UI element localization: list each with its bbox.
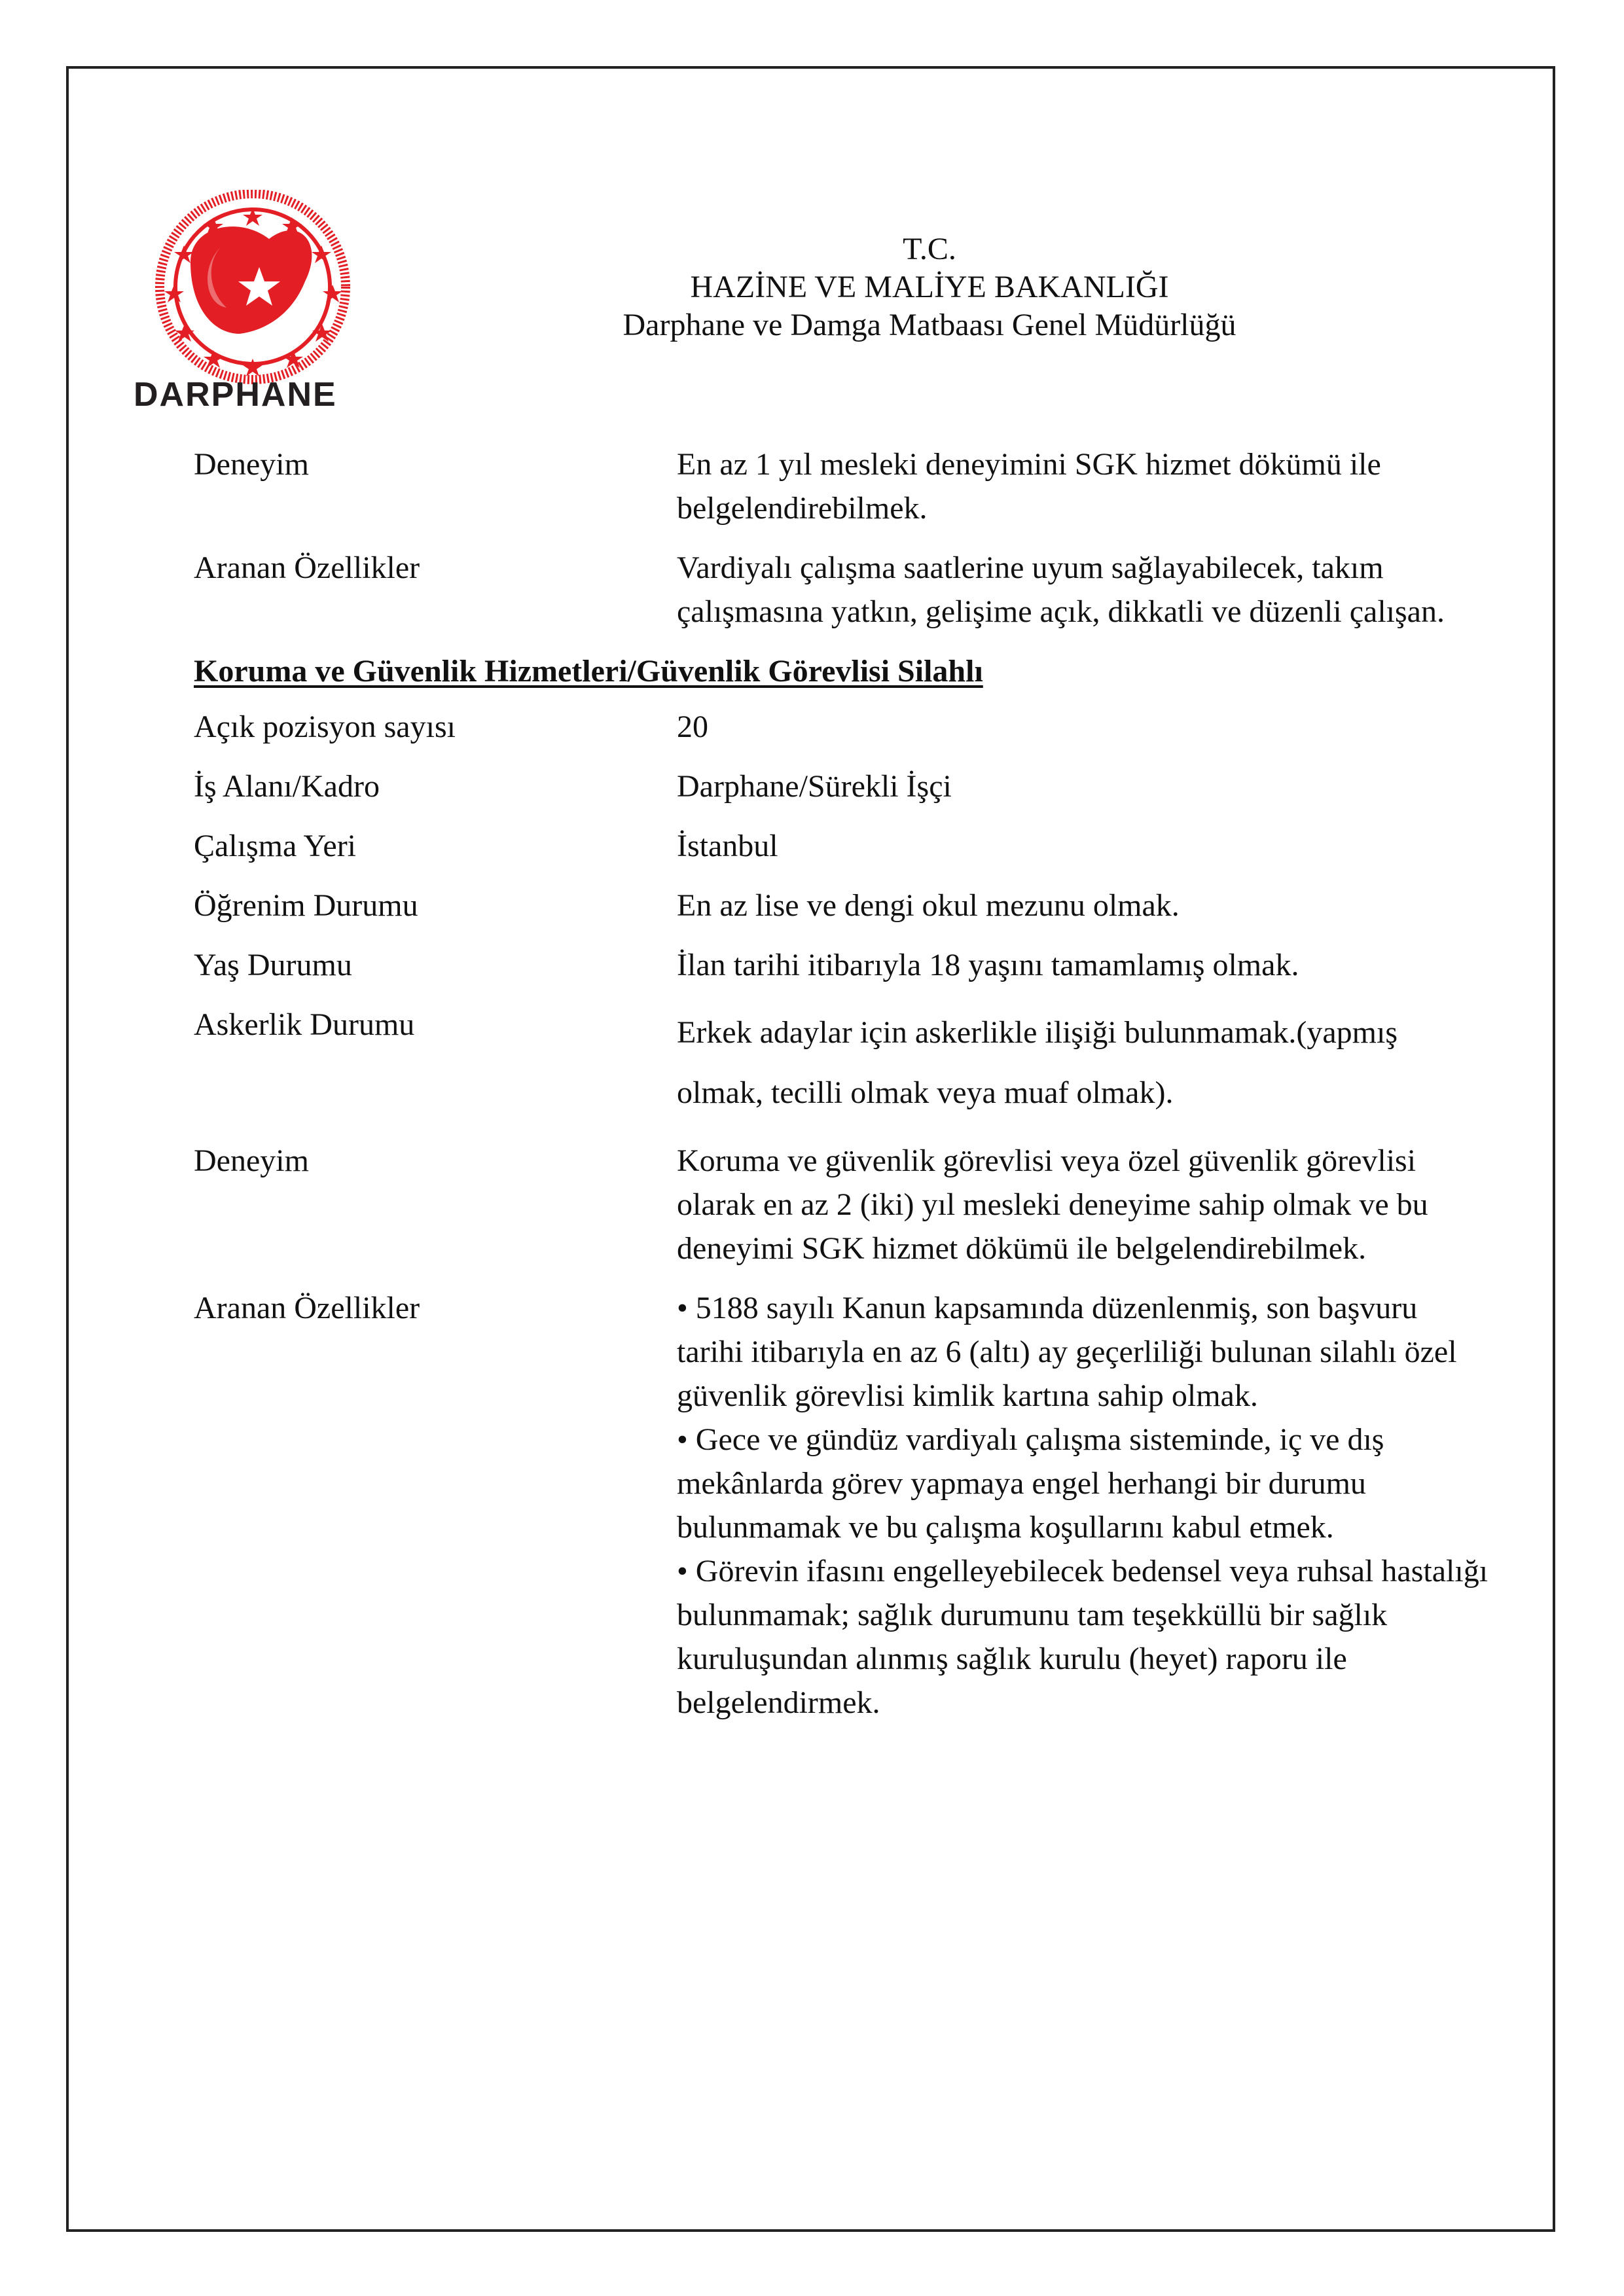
row-is-alani	[194, 764, 1490, 808]
row-ogrenim-durumu	[194, 884, 1490, 927]
header-line-tc: T.C.	[903, 232, 956, 266]
row-deneyim	[194, 1139, 1490, 1270]
row-previous-deneyim	[194, 442, 1490, 530]
row-value: 20	[677, 709, 708, 744]
row-label: Çalışma Yeri	[194, 829, 357, 863]
row-value: İlan tarihi itibarıyla 18 yaşını tamamlamış olmak.	[677, 948, 1299, 982]
darphane-logo	[128, 190, 370, 412]
requirement-item: • Görevin ifasını engelleyebilecek bedensel veya ruhsal hastalığı bulunmamak; sağlık durumunu tam teşekküllü bir sağlık kuruluşundan alınmış sağlık kurulu (heyet) raporu ile belgelendirmek.	[677, 1554, 1489, 1720]
row-aranan-ozellikler	[194, 1286, 1490, 1725]
row-label: Askerlik Durumu	[194, 1007, 415, 1042]
row-label: Deneyim	[194, 1143, 309, 1178]
row-value: Darphane/Sürekli İşçi	[677, 769, 952, 804]
section-title: Koruma ve Güvenlik Hizmetleri/Güvenlik Görevlisi Silahlı	[194, 654, 983, 689]
row-label: İş Alanı/Kadro	[194, 769, 380, 804]
row-calisma-yeri	[194, 824, 1490, 868]
row-acik-pozisyon	[194, 705, 1490, 749]
header-line-ministry: HAZİNE VE MALİYE BAKANLIĞI	[690, 270, 1169, 304]
row-previous-aranan-ozellikler	[194, 546, 1490, 634]
row-label: Öğrenim Durumu	[194, 888, 418, 923]
row-label: Aranan Özellikler	[194, 550, 420, 585]
requirement-item: • 5188 sayılı Kanun kapsamında düzenlenmiş, son başvuru tarihi itibarıyla en az 6 (altı) ay geçerliliği bulunan silahlı özel güvenlik görevlisi kimlik kartına sahip olmak.	[677, 1291, 1457, 1413]
header-line-directorate: Darphane ve Damga Matbaası Genel Müdürlüğü	[623, 308, 1236, 342]
document-body	[194, 442, 1490, 1725]
row-label: Açık pozisyon sayısı	[194, 709, 456, 744]
document-header	[563, 230, 1296, 344]
row-value: Erkek adaylar için askerlikle ilişiği bulunmamak.(yapmış olmak, tecilli olmak veya muaf olmak).	[677, 1015, 1398, 1110]
row-value: En az 1 yıl mesleki deneyimini SGK hizmet dökümü ile belgelendirebilmek.	[677, 447, 1381, 526]
requirement-item: • Gece ve gündüz vardiyalı çalışma sisteminde, iç ve dış mekânlarda görev yapmaya engel herhangi bir durumu bulunmamak ve bu çalışma koşullarını kabul etmek.	[677, 1422, 1384, 1545]
row-askerlik-durumu	[194, 1003, 1490, 1123]
requirements-list	[677, 1286, 1490, 1725]
row-value: İstanbul	[677, 829, 778, 863]
row-value: Koruma ve güvenlik görevlisi veya özel güvenlik görevlisi olarak en az 2 (iki) yıl mesleki deneyime sahip olmak ve bu deneyimi SGK hizmet dökümü ile belgelendirebilmek.	[677, 1143, 1428, 1266]
row-value: Vardiyalı çalışma saatlerine uyum sağlayabilecek, takım çalışmasına yatkın, gelişime açık, dikkatli ve düzenli çalışan.	[677, 550, 1445, 629]
logo-wordmark: DARPHANE	[134, 376, 337, 412]
row-label: Yaş Durumu	[194, 948, 352, 982]
row-label: Aranan Özellikler	[194, 1291, 420, 1325]
row-yas-durumu	[194, 943, 1490, 987]
row-value: En az lise ve dengi okul mezunu olmak.	[677, 888, 1180, 923]
row-label: Deneyim	[194, 447, 309, 482]
